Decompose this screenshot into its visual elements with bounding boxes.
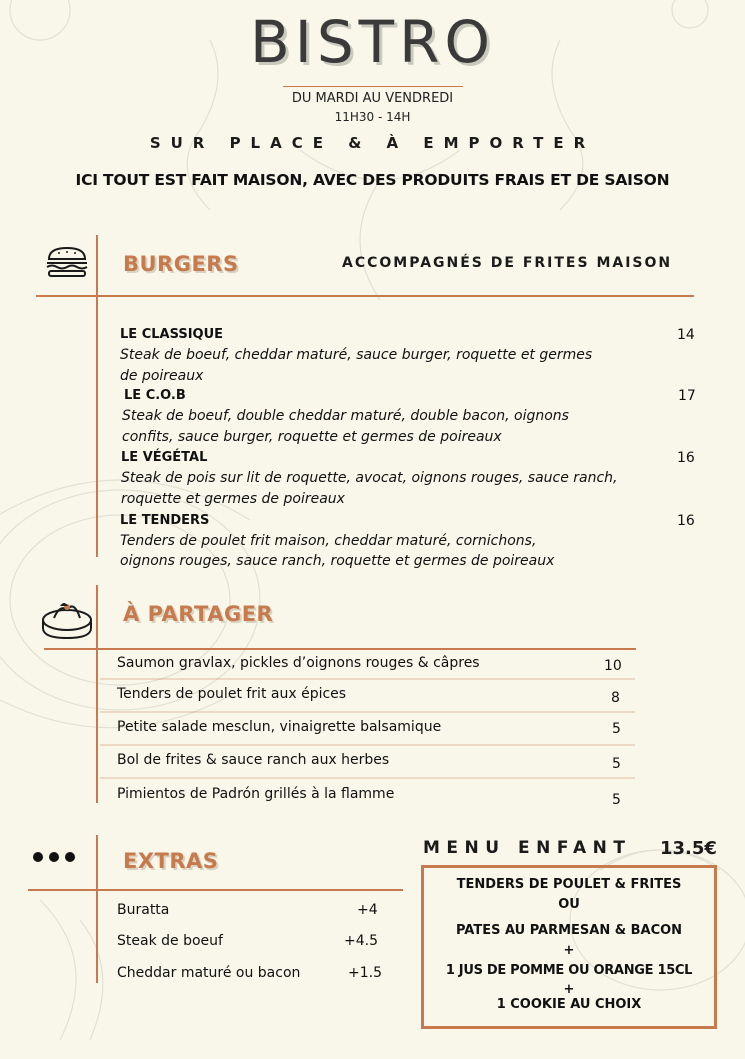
title-divider [283, 86, 463, 87]
burger-price: 14 [677, 327, 695, 343]
burger-desc: oignons rouges, sauce ranch, roquette et germes de poireaux [120, 553, 555, 569]
extra-item-name: Cheddar maturé ou bacon [117, 965, 301, 981]
dots-icon [33, 847, 81, 866]
share-row-divider [100, 744, 635, 746]
service-mode: SUR PLACE & À EMPORTER [149, 134, 596, 152]
burger-desc: confits, sauce burger, roquette et germes de poireaux [122, 429, 502, 445]
share-item-name: Saumon gravlax, pickles d’oignons rouges & câpres [117, 655, 480, 671]
partager-title: À PARTAGER [123, 602, 274, 626]
burgers-vertical-rule [96, 235, 98, 557]
extras-horizontal-rule [28, 889, 403, 891]
burger-name: LE TENDERS [120, 513, 210, 528]
extra-item-price: +4 [357, 902, 378, 918]
burger-desc: Steak de boeuf, double cheddar maturé, double bacon, oignons [122, 408, 569, 424]
kids-menu-line: 1 COOKIE AU CHOIX [496, 997, 642, 1012]
burger-price: 17 [678, 388, 696, 404]
burger-desc: Steak de boeuf, cheddar maturé, sauce burger, roquette et germes [120, 347, 593, 363]
kids-menu-line: PATES AU PARMESAN & BACON [455, 923, 683, 938]
extra-item-name: Buratta [117, 902, 170, 918]
dish-icon [40, 598, 94, 642]
partager-horizontal-rule [44, 648, 636, 650]
kids-menu-line: TENDERS DE POULET & FRITES [456, 877, 682, 892]
burger-price: 16 [677, 513, 695, 529]
burger-desc: de poireaux [120, 368, 204, 384]
extra-item-price: +1.5 [348, 965, 382, 981]
share-item-price: 5 [612, 756, 621, 772]
burger-desc: Tenders de poulet frit maison, cheddar maturé, cornichons, [120, 533, 537, 549]
burger-name: LE VÉGÉTAL [121, 450, 208, 465]
kids-menu-line: + [563, 943, 575, 958]
extra-item-price: +4.5 [344, 933, 378, 949]
share-item-price: 5 [612, 721, 621, 737]
share-item-price: 8 [611, 690, 620, 706]
share-item-name: Petite salade mesclun, vinaigrette balsamique [117, 719, 442, 735]
burger-desc: Steak de pois sur lit de roquette, avocat, oignons rouges, sauce ranch, [121, 470, 618, 486]
share-item-name: Tenders de poulet frit aux épices [117, 686, 347, 702]
burgers-subtitle: ACCOMPAGNÉS DE FRITES MAISON [342, 255, 673, 271]
burger-name: LE C.O.B [124, 388, 186, 403]
share-item-name: Pimientos de Padrón grillés à la flamme [117, 786, 395, 802]
share-item-price: 10 [604, 658, 622, 674]
partager-vertical-rule [96, 585, 98, 803]
opening-hours: 11H30 - 14H [334, 110, 411, 124]
extras-title: EXTRAS [123, 849, 219, 873]
page-title: BISTRO [249, 8, 496, 76]
opening-days: DU MARDI AU VENDREDI [291, 91, 454, 106]
extras-vertical-rule [96, 835, 98, 983]
share-item-price: 5 [612, 792, 621, 808]
share-row-divider [100, 777, 635, 779]
burger-desc: roquette et germes de poireaux [121, 491, 345, 507]
kids-menu-price: 13.5€ [660, 838, 717, 859]
burgers-horizontal-rule [36, 295, 694, 297]
tagline: ICI TOUT EST FAIT MAISON, AVEC DES PRODUITS FRAIS ET DE SAISON [75, 171, 670, 189]
share-row-divider [100, 711, 635, 713]
burgers-title: BURGERS [123, 252, 239, 276]
burger-price: 16 [677, 450, 695, 466]
kids-menu-line: 1 JUS DE POMME OU ORANGE 15CL [445, 963, 693, 978]
burger-icon [45, 245, 89, 281]
kids-menu-title: MENU ENFANT [423, 838, 632, 858]
burger-name: LE CLASSIQUE [120, 327, 224, 342]
kids-menu-line: OU [558, 897, 580, 912]
share-row-divider [100, 678, 635, 680]
extra-item-name: Steak de boeuf [117, 933, 223, 949]
share-item-name: Bol de frites & sauce ranch aux herbes [117, 752, 390, 768]
kids-menu-line: + [563, 982, 575, 997]
